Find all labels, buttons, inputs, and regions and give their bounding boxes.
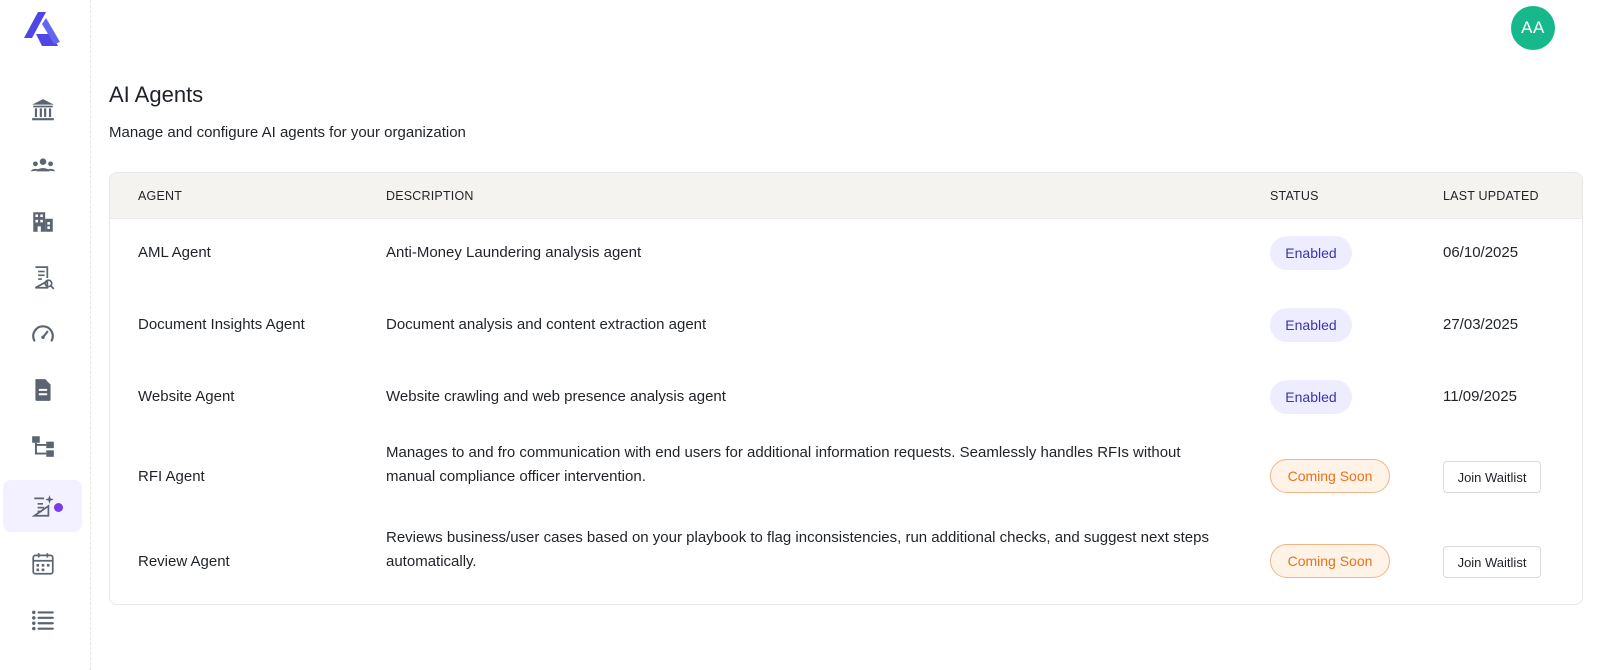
sidebar-item-bank[interactable] — [3, 84, 82, 136]
gauge-icon — [30, 321, 56, 347]
agent-description: Website crawling and web presence analysis agent — [386, 388, 726, 405]
agent-description: Manages to and fro communication with end users for additional information requests. Seamlessly handles RFIs without manual compliance officer intervention. — [386, 444, 1181, 485]
table-row[interactable] — [110, 435, 1582, 520]
list-icon — [30, 607, 56, 633]
sidebar-item-document-review[interactable] — [3, 252, 82, 304]
calendar-icon — [30, 551, 56, 577]
table-row[interactable] — [110, 219, 1582, 291]
document-search-icon — [30, 265, 56, 291]
status-badge: Coming Soon — [1270, 544, 1390, 578]
agent-name: AML Agent — [138, 244, 211, 261]
users-icon — [30, 153, 56, 179]
last-updated-date: 11/09/2025 — [1443, 388, 1517, 405]
table-row[interactable] — [110, 363, 1582, 435]
status-badge: Enabled — [1270, 308, 1352, 342]
workflow-icon — [30, 433, 56, 459]
building-icon — [30, 209, 56, 235]
table-row[interactable] — [110, 520, 1582, 605]
ai-agent-icon — [30, 493, 56, 519]
agent-name: RFI Agent — [138, 468, 205, 485]
status-badge: Enabled — [1270, 380, 1352, 414]
column-header-status: STATUS — [1270, 189, 1319, 203]
status-badge: Enabled — [1270, 236, 1352, 270]
last-updated-date: 27/03/2025 — [1443, 316, 1519, 333]
bank-icon — [30, 97, 56, 123]
join-waitlist-button[interactable]: Join Waitlist — [1443, 461, 1541, 493]
sidebar-item-list[interactable] — [3, 594, 82, 646]
last-updated-date: 06/10/2025 — [1443, 244, 1519, 261]
agent-name: Review Agent — [138, 553, 230, 570]
sidebar-item-users[interactable] — [3, 140, 82, 192]
status-badge: Coming Soon — [1270, 459, 1390, 493]
sidebar-item-calendar[interactable] — [3, 538, 82, 590]
app-logo[interactable] — [22, 10, 62, 50]
agent-description: Document analysis and content extraction agent — [386, 316, 707, 333]
column-header-last-updated: LAST UPDATED — [1443, 189, 1539, 203]
active-indicator-dot — [54, 503, 63, 512]
page-subtitle: Manage and configure AI agents for your organization — [109, 124, 466, 141]
user-avatar[interactable]: AA — [1511, 6, 1555, 50]
agent-description: Reviews business/user cases based on your playbook to flag inconsistencies, run additional checks, and suggest next steps automatically. — [386, 529, 1209, 570]
sidebar — [0, 0, 91, 670]
sidebar-item-files[interactable] — [3, 364, 82, 416]
join-waitlist-button[interactable]: Join Waitlist — [1443, 546, 1541, 578]
file-icon — [30, 377, 56, 403]
agent-description: Anti-Money Laundering analysis agent — [386, 244, 642, 261]
sidebar-item-dashboard[interactable] — [3, 308, 82, 360]
table-header — [110, 173, 1582, 219]
column-header-description: DESCRIPTION — [386, 189, 474, 203]
sidebar-item-companies[interactable] — [3, 196, 82, 248]
table-row[interactable] — [110, 291, 1582, 363]
agent-name: Document Insights Agent — [138, 316, 305, 333]
page-title: AI Agents — [109, 82, 204, 107]
logo-icon — [22, 10, 62, 50]
agent-name: Website Agent — [138, 388, 235, 405]
agents-table — [109, 172, 1583, 605]
column-header-agent: AGENT — [138, 189, 183, 203]
sidebar-item-workflows[interactable] — [3, 420, 82, 472]
sidebar-item-ai-agents[interactable] — [3, 480, 82, 532]
